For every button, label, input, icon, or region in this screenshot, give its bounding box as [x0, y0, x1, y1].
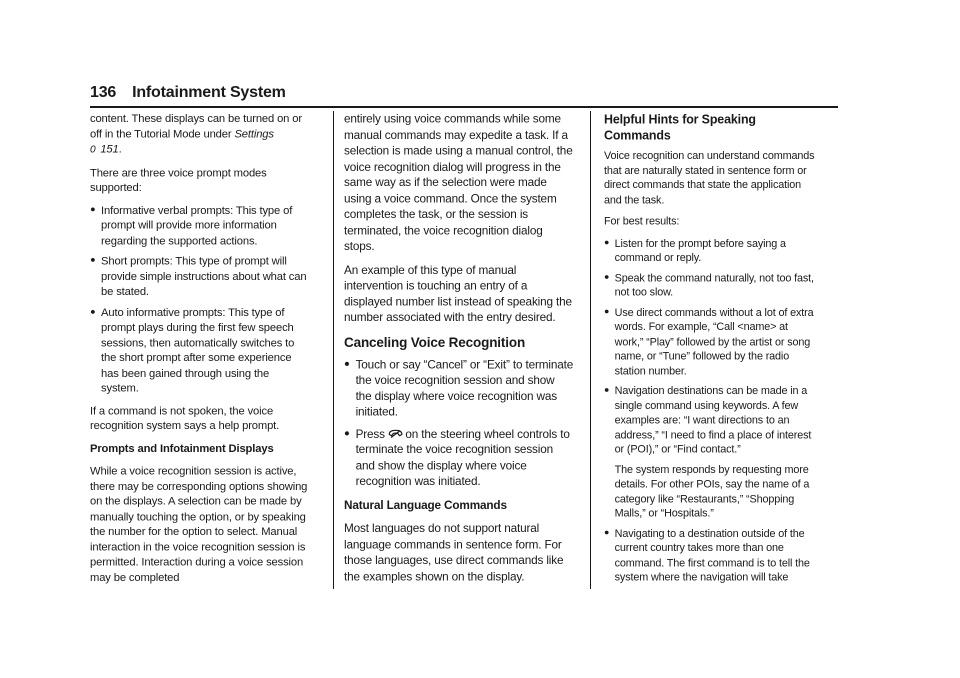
paragraph: content. These displays can be turned on or off in the Tutorial Mode under Settings 0 151. — [90, 111, 302, 156]
bullet-list — [344, 356, 573, 489]
list-item: ● Use direct commands without a lot of extra words. For example, “Call <name> at work,” “Play” followed by the artist or song name, or “Tune” followed by the radio station number. — [604, 305, 814, 377]
list-item: ● Listen for the prompt before saying a command or reply. — [604, 236, 786, 264]
column-3 — [604, 111, 815, 592]
bullet-icon: ● — [90, 306, 96, 317]
list-item: ● Short prompts: This type of prompt will provide simple instructions about what can be stated. — [90, 254, 307, 298]
bullet-list — [604, 236, 815, 585]
page-reference-link[interactable]: 0 151 — [90, 142, 119, 156]
list-item: ● Speak the command naturally, not too fast, not too slow. — [604, 271, 814, 299]
list-item-note: The system responds by requesting more details. For other POIs, say the name of a category like “Restaurants,” “Shopping Malls,” or “Hospitals.” — [614, 462, 810, 520]
paragraph: While a voice recognition session is active, there may be corresponding options showing on the displays. A selection can be made by manually touching the option, or by speaking the number for the option to select. Manual interaction in the voice recognition session is permitted. Interaction during a voice session may be completed — [90, 464, 308, 584]
column-divider — [590, 111, 591, 589]
subheading: Natural Language Commands — [344, 498, 507, 512]
bullet-list — [90, 203, 309, 396]
bullet-icon: ● — [90, 204, 96, 215]
bullet-icon: ● — [344, 358, 350, 369]
list-item: ● Press on the steering wheel controls to terminate the voice recognition session and show the display where voice recognition was initiated. — [344, 426, 570, 488]
bullet-icon: ● — [90, 255, 96, 266]
column-1 — [90, 111, 309, 592]
subheading: Prompts and Infotainment Displays — [90, 441, 274, 455]
paragraph: An example of this type of manual intervention is touching an entry of a displayed number list instead of speaking the number associated with the entry desired. — [344, 262, 572, 325]
list-item: ● Touch or say “Cancel” or “Exit” to terminate the voice recognition session and show the display where voice recognition was initiated. — [344, 357, 574, 419]
paragraph: Most languages do not support natural language commands in sentence form. For those languages, use direct commands like the examples shown on the display. — [344, 521, 564, 583]
section-heading: Canceling Voice Recognition — [344, 334, 526, 350]
column-2 — [344, 111, 573, 592]
list-item: ● Auto informative prompts: This type of prompt plays during the first few speech sessions, then automatically switches to the short prompt after some experience has been gained through using the system. — [90, 305, 295, 395]
page-number: 136 — [90, 84, 117, 101]
bullet-icon: ● — [604, 306, 610, 317]
voice-phone-icon — [388, 429, 402, 439]
settings-reference: Settings — [234, 127, 274, 140]
page-arrow-icon: 0 — [90, 144, 96, 156]
bullet-icon: ● — [604, 272, 610, 282]
list-item: ● Navigating to a destination outside of the current country takes more than one command. The first command is to tell the system where the navigation will take — [604, 526, 810, 584]
bullet-icon: ● — [344, 427, 350, 439]
paragraph: There are three voice prompt modes supported: — [90, 165, 267, 194]
page-header — [90, 80, 838, 108]
section-heading: Helpful Hints for Speaking Commands — [604, 111, 756, 143]
column-divider — [333, 111, 334, 589]
section-title: Infotainment System — [132, 84, 286, 101]
bullet-icon: ● — [604, 385, 610, 395]
paragraph: entirely using voice commands while some manual commands may expedite a task. If a selection is made using a manual control, the voice recognition dialog will progress in the same way as if the selection were made using a voice command. Once the system completes the task, or the session is terminated, the voice recognition dialog stops. — [344, 111, 573, 253]
paragraph: If a command is not spoken, the voice recognition system says a help prompt. — [90, 403, 280, 432]
list-item: ● Informative verbal prompts: This type of prompt will provide more information regarding the supported actions. — [90, 203, 293, 247]
list-item: ● Navigation destinations can be made in a single command using keywords. A few examples are: “I want directions to an address,” “I need to find a place of interest or (POI),” or “Find contact.” The system responds by requesting more details. For other POIs, say the name of a category like “Restaurants,” “Shopping Malls,” or “Hospitals.” — [604, 383, 815, 520]
paragraph: For best results: — [604, 214, 680, 228]
paragraph: Voice recognition can understand commands that are naturally stated in sentence form or direct commands that state the application and the task. — [604, 149, 815, 206]
bullet-icon: ● — [604, 527, 610, 538]
bullet-icon: ● — [604, 237, 610, 248]
